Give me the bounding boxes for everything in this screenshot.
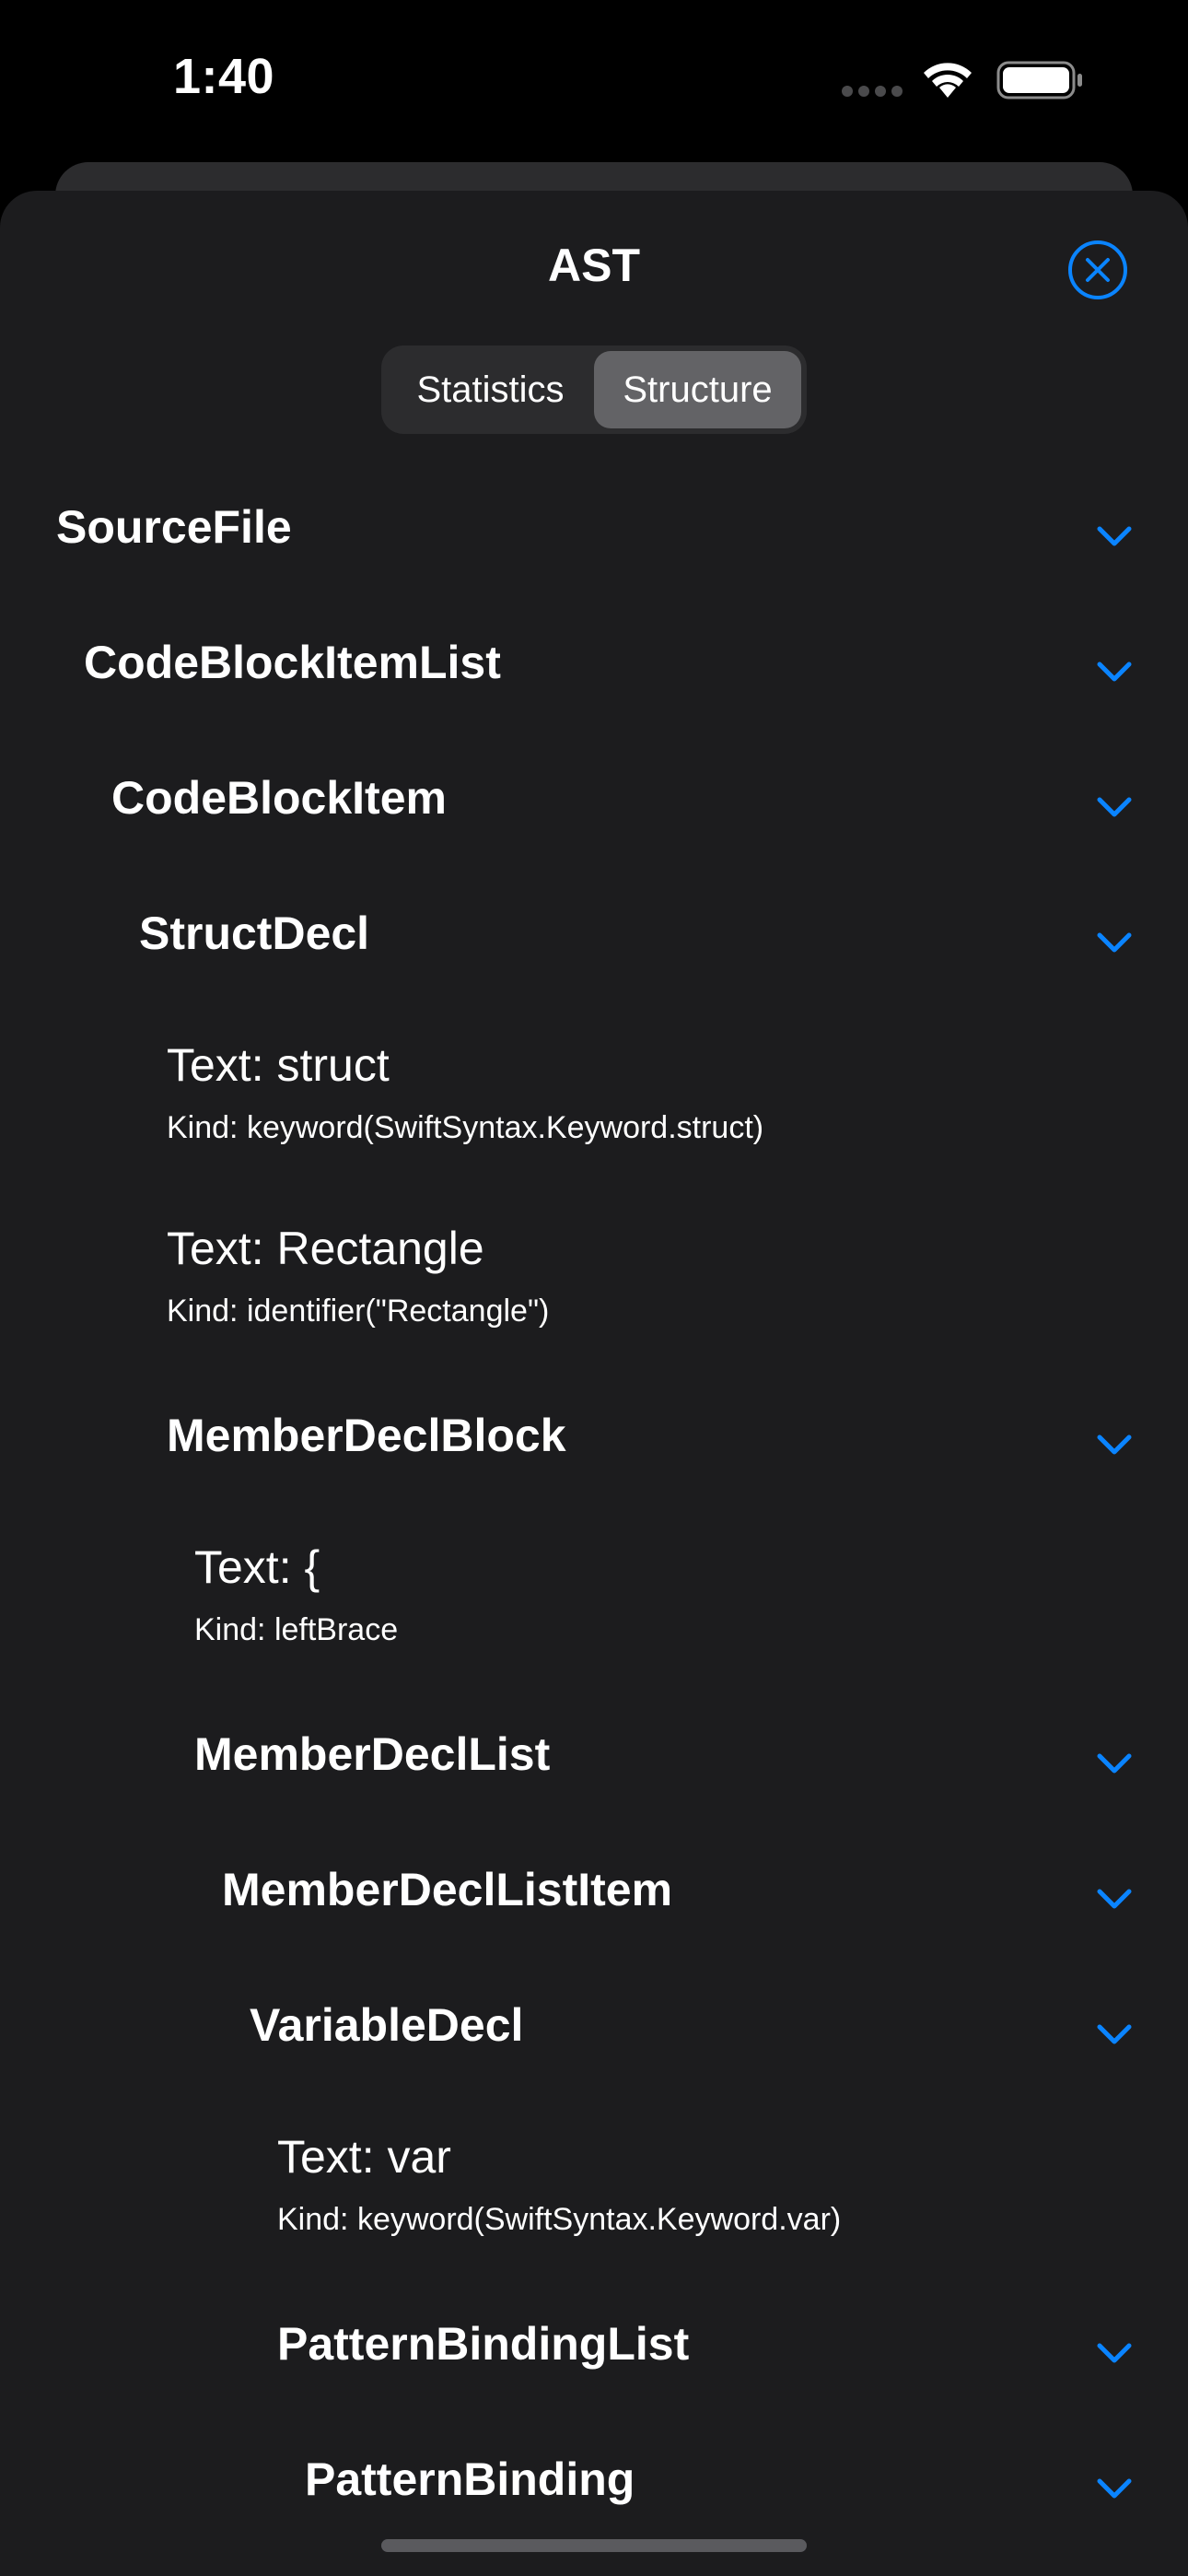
battery-icon bbox=[996, 61, 1085, 100]
node-label: MemberDeclList bbox=[194, 1728, 551, 1780]
token-kind: Kind: keyword(SwiftSyntax.Keyword.struct) bbox=[167, 1110, 764, 1145]
wifi-icon bbox=[919, 57, 976, 100]
status-time: 1:40 bbox=[173, 49, 275, 104]
token-kind: Kind: identifier("Rectangle") bbox=[167, 1294, 550, 1329]
token-kind: Kind: leftBrace bbox=[194, 1612, 399, 1647]
node-label: VariableDecl bbox=[250, 1999, 524, 2051]
chevron-down-icon[interactable] bbox=[1096, 660, 1133, 684]
chevron-down-icon[interactable] bbox=[1096, 931, 1133, 954]
segment-statistics[interactable]: Statistics bbox=[416, 369, 565, 410]
ast-tree bbox=[0, 191, 1188, 2505]
token-text: Text: struct bbox=[167, 1039, 390, 1091]
token-text: Text: { bbox=[194, 1541, 320, 1593]
node-label: StructDecl bbox=[139, 907, 370, 959]
sheet-title: AST bbox=[548, 240, 640, 291]
chevron-down-icon[interactable] bbox=[1096, 2022, 1133, 2046]
home-indicator[interactable] bbox=[381, 2539, 807, 2552]
segment-structure[interactable]: Structure bbox=[594, 351, 801, 428]
chevron-down-icon[interactable] bbox=[1096, 2476, 1133, 2500]
node-label: PatternBinding bbox=[305, 2453, 635, 2505]
chevron-down-icon[interactable] bbox=[1096, 524, 1133, 548]
node-label: SourceFile bbox=[56, 501, 292, 553]
cellular-signal-icon bbox=[842, 86, 903, 97]
chevron-down-icon[interactable] bbox=[1096, 1433, 1133, 1457]
token-text: Text: var bbox=[277, 2131, 451, 2183]
node-label: MemberDeclBlock bbox=[167, 1410, 566, 1461]
ast-sheet bbox=[0, 191, 1188, 2576]
token-text: Text: Rectangle bbox=[167, 1223, 484, 1274]
node-label: MemberDeclListItem bbox=[222, 1864, 673, 1915]
token-kind: Kind: keyword(SwiftSyntax.Keyword.var) bbox=[277, 2202, 842, 2237]
node-label: CodeBlockItem bbox=[111, 772, 447, 824]
chevron-down-icon[interactable] bbox=[1096, 1751, 1133, 1775]
chevron-down-icon[interactable] bbox=[1096, 795, 1133, 819]
chevron-down-icon[interactable] bbox=[1096, 1887, 1133, 1911]
node-label: PatternBindingList bbox=[277, 2318, 690, 2370]
node-label: CodeBlockItemList bbox=[84, 637, 501, 688]
chevron-down-icon[interactable] bbox=[1096, 2341, 1133, 2365]
